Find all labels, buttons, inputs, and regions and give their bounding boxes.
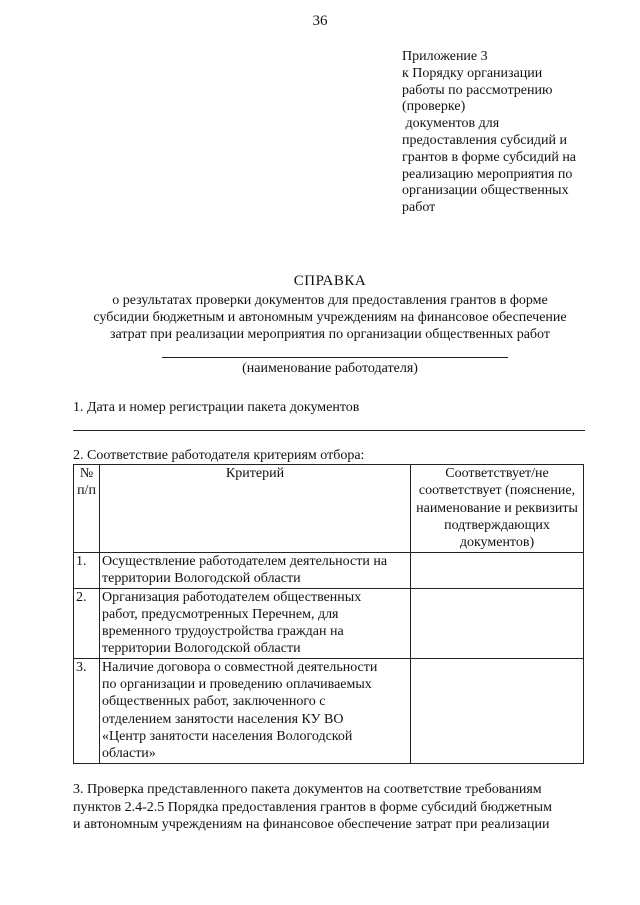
criterion-line: Осуществление работодателем деятельности на [102, 554, 388, 569]
row-criterion [100, 658, 411, 763]
section-3-line: и автономным учреждениям на финансовое обеспечение затрат при реализации [73, 817, 550, 832]
row-compliance-cell[interactable] [411, 553, 584, 589]
section-1-blank-line [73, 430, 585, 431]
criteria-table [73, 464, 584, 764]
appendix-note [402, 49, 602, 217]
section-3-text [73, 781, 587, 834]
criterion-line: территории Вологодской области [102, 641, 301, 657]
header-number-line: № [79, 466, 94, 481]
appendix-line: к Порядку организации [402, 65, 543, 81]
table-row [74, 553, 584, 589]
appendix-line: Приложение 3 [402, 49, 488, 64]
criterion-line: территории Вологодской области [102, 571, 301, 587]
row-criterion [100, 553, 411, 589]
appendix-line: работы по рассмотрению [402, 82, 553, 98]
section-2-heading: 2. Соответствие работодателя критериям отбора: [73, 448, 365, 463]
header-number-line: п/п [77, 483, 96, 499]
row-compliance-cell[interactable] [411, 658, 584, 763]
subtitle-line: субсидии бюджетным и автономным учреждениям на финансовое обеспечение [93, 310, 567, 325]
appendix-line: (проверке) [402, 99, 466, 115]
row-compliance-cell[interactable] [411, 588, 584, 658]
header-criterion [100, 465, 411, 553]
section-3-line: 3. Проверка представленного пакета документов на соответствие требованиям [73, 782, 542, 797]
employer-name-caption: (наименование работодателя) [242, 361, 418, 376]
table-row [74, 658, 584, 763]
header-compliance [411, 465, 584, 553]
employer-name-blank-line [162, 357, 508, 358]
appendix-line: реализацию мероприятия по [402, 166, 573, 182]
criterion-line: работ, предусмотренных Перечнем, для [102, 606, 339, 622]
page-number: 36 [312, 13, 328, 29]
appendix-line: организации общественных [402, 183, 569, 199]
appendix-line: грантов в форме субсидий на [402, 149, 577, 165]
appendix-line: документов для [402, 116, 500, 132]
criterion-line: отделением занятости населения КУ ВО [102, 711, 344, 727]
row-number: 3. [74, 658, 100, 763]
header-compliance-line: документов) [459, 535, 535, 551]
table-row [74, 588, 584, 658]
appendix-line: предоставления субсидий и [402, 132, 568, 148]
header-compliance-line: подтверждающих [444, 517, 550, 533]
header-compliance-line: соответствует (пояснение, [418, 483, 576, 499]
header-criterion-line: Критерий [225, 466, 285, 481]
criterion-line: «Центр занятости населения Вологодской [102, 728, 353, 744]
criterion-line: Организация работодателем общественных [102, 589, 362, 605]
header-compliance-line: наименование и реквизиты [416, 500, 578, 516]
row-criterion [100, 588, 411, 658]
criterion-line: временного трудоустройства граждан на [102, 624, 344, 640]
header-compliance-line: Соответствует/не [445, 466, 549, 481]
row-number: 2. [74, 588, 100, 658]
criterion-line: по организации и проведению оплачиваемых [102, 677, 372, 693]
document-subtitle [50, 292, 610, 343]
subtitle-line: о результатах проверки документов для предоставления грантов в форме [112, 293, 548, 308]
subtitle-line: затрат при реализации мероприятия по организации общественных работ [110, 327, 550, 342]
section-1-heading: 1. Дата и номер регистрации пакета документов [73, 400, 360, 415]
criterion-line: общественных работ, заключенного с [102, 694, 326, 710]
appendix-line: работ [402, 200, 436, 216]
section-3-line: пунктов 2.4-2.5 Порядка предоставления грантов в форме субсидий бюджетным [73, 799, 552, 815]
row-number: 1. [74, 553, 100, 589]
criterion-line: области» [102, 746, 156, 762]
document-title: СПРАВКА [293, 273, 367, 289]
table-header-row [74, 465, 584, 553]
criterion-line: Наличие договора о совместной деятельности [102, 659, 378, 675]
header-number [74, 465, 100, 553]
